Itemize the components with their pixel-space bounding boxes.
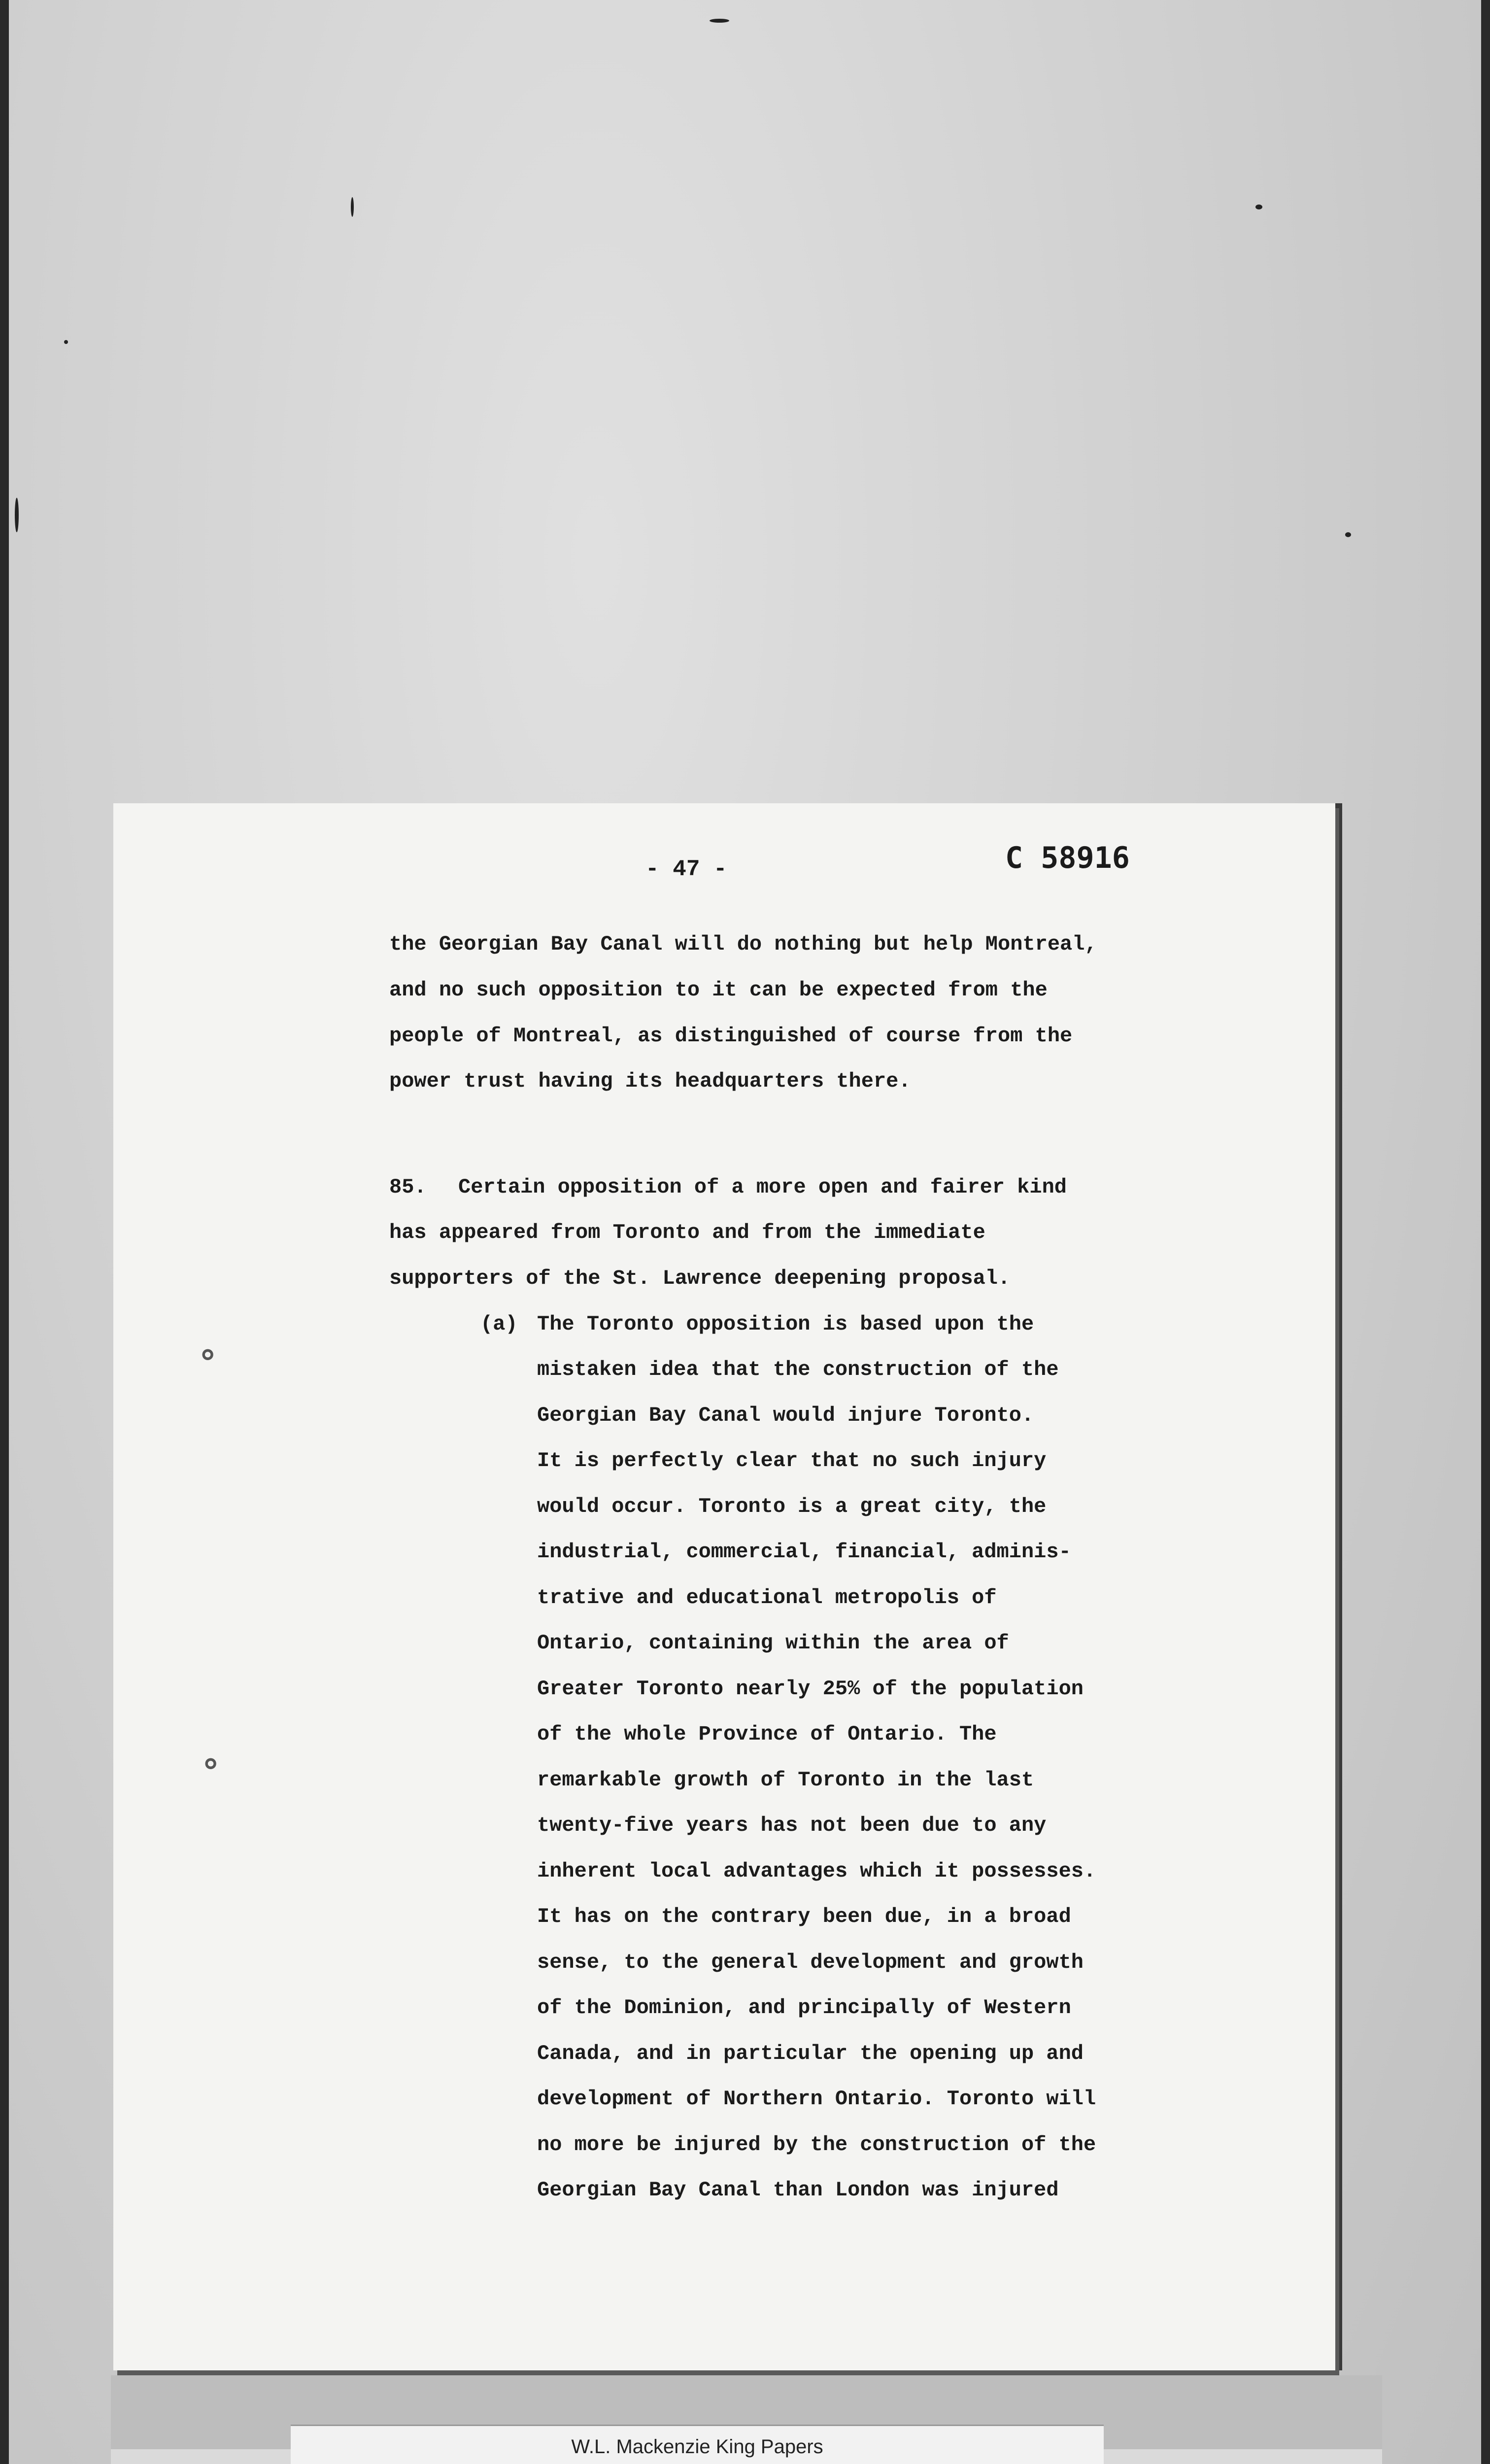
text-line: It is perfectly clear that no such injury [537, 1449, 1047, 1472]
text-line: mistaken idea that the construction of the [537, 1358, 1059, 1381]
text-line: would occur. Toronto is a great city, the [537, 1495, 1047, 1518]
subparagraph-label: (a) [480, 1312, 518, 1336]
dust-speck [1345, 532, 1351, 537]
hole-punch-mark: ∘ [198, 1331, 218, 1376]
typed-page [113, 803, 1335, 2370]
film-edge-right [1481, 0, 1490, 2464]
document-reference: C 58916 [1005, 841, 1130, 875]
text-line: of the Dominion, and principally of Western [537, 1996, 1071, 2019]
text-line: Greater Toronto nearly 25% of the population [537, 1677, 1084, 1701]
text-line: no more be injured by the construction of the [537, 2133, 1096, 2156]
text-line: power trust having its headquarters there. [389, 1069, 911, 1093]
text-line: inherent local advantages which it possesses. [537, 1859, 1096, 1883]
text-line: Georgian Bay Canal than London was injured [537, 2178, 1059, 2202]
text-line: Canada, and in particular the opening up and [537, 2042, 1084, 2065]
collection-series [291, 2461, 1104, 2464]
text-line: supporters of the St. Lawrence deepening proposal. [389, 1266, 1011, 1290]
hole-punch-mark: ∘ [201, 1740, 221, 1785]
dust-speck [64, 340, 68, 344]
text-line: It has on the contrary been due, in a broad [537, 1905, 1071, 1928]
collection-name: W.L. Mackenzie King Papers [571, 2436, 823, 2458]
dust-speck [710, 19, 729, 23]
archive-label-strip [291, 2425, 1104, 2464]
dust-speck [1255, 205, 1262, 209]
text-line: The Toronto opposition is based upon the [537, 1312, 1034, 1336]
paragraph-number: 85. [389, 1175, 427, 1199]
text-line: of the whole Province of Ontario. The [537, 1722, 997, 1746]
text-line: trative and educational metropolis of [537, 1586, 997, 1609]
text-line: people of Montreal, as distinguished of course from the [389, 1024, 1073, 1048]
page-number: - 47 - [645, 856, 727, 882]
film-edge-left [0, 0, 9, 2464]
text-line: Ontario, containing within the area of [537, 1631, 1009, 1655]
text-line: remarkable growth of Toronto in the last [537, 1768, 1034, 1792]
dust-speck [351, 197, 354, 217]
text-line: twenty-five years has not been due to any [537, 1814, 1047, 1837]
text-line: sense, to the general development and growth [537, 1951, 1084, 1974]
text-line: and no such opposition to it can be expected from the [389, 978, 1048, 1002]
text-line: development of Northern Ontario. Toronto will [537, 2087, 1096, 2111]
text-line: industrial, commercial, financial, adminis- [537, 1540, 1071, 1564]
text-line: Georgian Bay Canal would injure Toronto. [537, 1403, 1034, 1427]
text-line: Certain opposition of a more open and fairer kind [458, 1175, 1067, 1199]
text-line: the Georgian Bay Canal will do nothing but help Montreal, [389, 932, 1097, 956]
text-line: has appeared from Toronto and from the immediate [389, 1221, 985, 1244]
dust-speck [15, 498, 19, 532]
